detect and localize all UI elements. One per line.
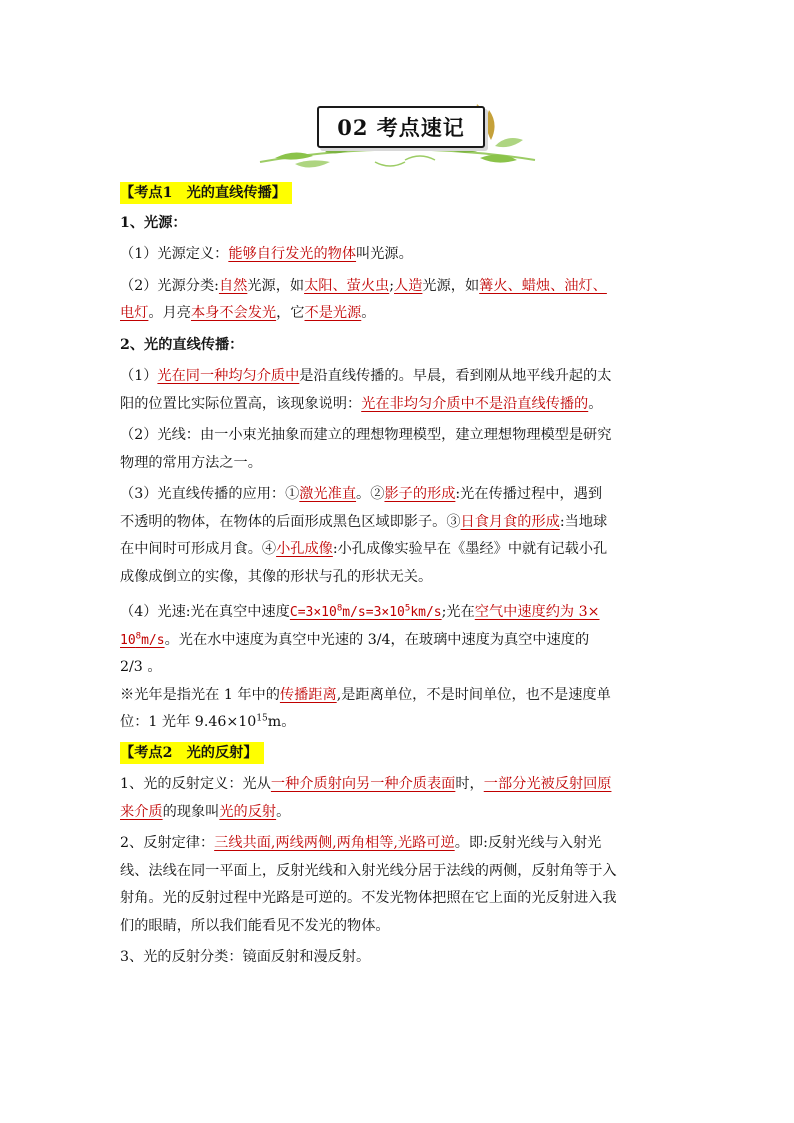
paragraph-applications: （3）光直线传播的应用：①激光准直。②影子的形成:光在传播过程中，遇到 不透明的物体，在物体的后面形成黑色区域即影子。③日食月食的形成:当地球 在中间时可形成月食。④小孔成像:小孔成像实验早在《墨经》中就有记载小孔 成像成倒立的实像，其像的形状与孔的形状无关。 — [120, 486, 608, 585]
paragraph-light-source-definition: （1）光源定义：能够自行发光的物体叫光源。 — [120, 246, 413, 262]
paragraph-reflection-definition: 1、光的反射定义：光从一种介质射向另一种介质表面时，一部分光被反射回原 来介质的现象叫光的反射。 — [120, 776, 612, 820]
paragraph-light-source-types: （2）光源分类:自然光源，如太阳、萤火虫;人造光源，如篝火、蜡烛、油灯、 电灯。月亮本身不会发光，它不是光源。 — [120, 277, 607, 321]
paragraph-rectilinear-1: （1）光在同一种均匀介质中是沿直线传播的。早晨，看到刚从地平线升起的太 阳的位置比实际位置高，该现象说明：光在非均匀介质中不是沿直线传播的。 — [120, 368, 612, 412]
paragraph-light-speed: （4）光速:光在真空中速度$C=3\times 10^8m/s=3\times 10^5km/s$;光在空气中速度约为 3× $10^8m/s$。光在水中速度为真空中光速的 3/4，在玻璃中速度为真空中速度的 2/3 。 — [120, 603, 600, 675]
banner-title: 考点速记 — [376, 115, 465, 140]
banner-title-box — [317, 106, 485, 148]
subsection-light-source: 1、光源： — [120, 214, 187, 231]
document-body — [120, 180, 680, 972]
section-heading-2: 【考点2 光的反射】 — [120, 742, 264, 764]
section-banner — [255, 100, 540, 175]
paragraph-light-year: ※光年是指光在 1 年中的传播距离,是距离单位，不是时间单位，也不是速度单 位：1 光年 $9.46\times 10^{15}m$。 — [120, 686, 611, 730]
paragraph-light-ray: （2）光线：由一小束光抽象而建立的理想物理模型，建立理想物理模型是研究 物理的常用方法之一。 — [120, 427, 612, 471]
paragraph-reflection-law: 2、反射定律：三线共面,两线两侧,两角相等,光路可逆。即:反射光线与入射光 线、法线在同一平面上，反射光线和入射光线分居于法线的两侧，反射角等于入 射角。光的反射过程中光路是可逆的。不发光物体把照在它上面的光反射进入我 们的眼睛，所以我们能看见不发光的物体。 — [120, 835, 617, 934]
section-heading-1: 【考点1 光的直线传播】 — [120, 182, 292, 204]
paragraph-reflection-types: 3、光的反射分类：镜面反射和漫反射。 — [120, 949, 371, 965]
subsection-rectilinear: 2、光的直线传播： — [120, 336, 244, 353]
banner-number: 02 — [337, 114, 369, 140]
